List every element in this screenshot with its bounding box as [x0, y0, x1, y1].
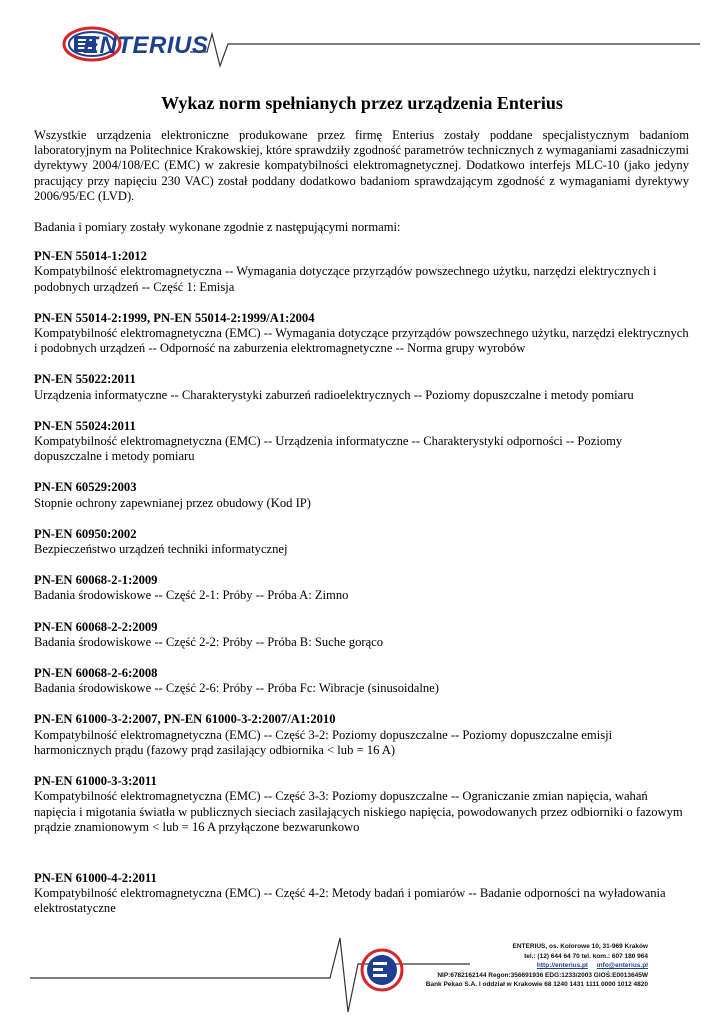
norm-description: Kompatybilność elektromagnetyczna -- Wymagania dotyczące przyrządów powszechnego użytku, narzędzi elektrycznych i podobnych urządzeń -- Część 1: Emisja — [34, 264, 657, 294]
document-body — [34, 128, 689, 933]
norm-code: PN-EN 61000-4-2:2011 — [34, 870, 157, 885]
footer-registry: NIP:6782162144 Regon:356691936 EDG:1233/2003 GIOŚ:E0013645W — [437, 971, 648, 979]
norm-code: PN-EN 55014-1:2012 — [34, 249, 147, 264]
norm-entry — [34, 527, 689, 557]
lead-paragraph: Badania i pomiary zostały wykonane zgodnie z następującymi normami: — [34, 220, 401, 235]
norm-description: Badania środowiskowe -- Część 2-1: Próby -- Próba A: Zimno — [34, 588, 349, 603]
footer-contact — [426, 942, 648, 990]
norm-code: PN-EN 55024:2011 — [34, 418, 136, 433]
norm-entry — [34, 712, 689, 758]
footer-company: ENTERIUS, os. Kolorowe 10, 31-969 Kraków — [512, 943, 648, 950]
norm-entry — [34, 573, 689, 603]
norm-entry — [34, 249, 689, 295]
norm-description: Stopnie ochrony zapewnianej przez obudowy (Kod IP) — [34, 495, 311, 510]
norm-description: Kompatybilność elektromagnetyczna (EMC) -- Część 3-3: Poziomy dopuszczalne -- Ograniczanie zmian napięcia, wahań napięcia i migotania światła w publicznych sieciach zasilających niskiego napięcia, powodowanych przez odbiorniki o fazowym prądzie znamionowym < lub = 16 A przyłączone bezwarunkowo — [34, 789, 683, 834]
footer-links — [426, 961, 648, 971]
norm-code: PN-EN 61000-3-2:2007, PN-EN 61000-3-2:2007/A1:2010 — [34, 712, 336, 727]
norm-description: Badania środowiskowe -- Część 2-2: Próby -- Próba B: Suche gorąco — [34, 634, 384, 649]
intro-paragraph: Wszystkie urządzenia elektroniczne produkowane przez firmę Enterius zostały poddane specjalistycznym badaniom laboratoryjnym na Politechnice Krakowskiej, które sprawdziły zgodność parametrów technicznych z wymaganiami zasadniczymi dyrektywy 2004/108/EC (EMC) w zakresie kompatybilności elektromagnetycznej. Dodatkowo interfejs MLC-10 (jako jedyny pracujący przy napięciu 230 VAC) został poddany dodatkowo badaniom sprawdzającym zgodność z wymaganiami dyrektywy 2006/95/EC (LVD). — [34, 128, 689, 203]
norm-entry — [34, 871, 689, 917]
footer-website-link[interactable]: http://enterius.pl — [536, 962, 588, 970]
norm-code: PN-EN 60068-2-6:2008 — [34, 666, 158, 681]
norm-entry — [34, 311, 689, 357]
footer-phones: tel.: (12) 644 64 70 tel. kom.: 607 180 964 — [524, 952, 648, 960]
norm-description: Kompatybilność elektromagnetyczna (EMC) -- Część 3-2: Poziomy dopuszczalne -- Poziomy dopuszczalne emisji harmonicznych prądu (fazowy prąd zasilający odbiornika < lub = 16 A) — [34, 727, 613, 757]
footer-email-link[interactable]: info@enterius.pl — [596, 962, 648, 970]
norm-code: PN-EN 55022:2011 — [34, 372, 136, 387]
footer-pulse-line — [30, 938, 470, 1012]
norm-code: PN-EN 61000-3-3:2011 — [34, 774, 157, 789]
footer-logo-emblem — [362, 950, 402, 990]
norm-code: PN-EN 60068-2-2:2009 — [34, 619, 158, 634]
norm-description: Bezpieczeństwo urządzeń techniki informatycznej — [34, 542, 288, 557]
norm-description: Kompatybilność elektromagnetyczna (EMC) -- Urządzenia informatyczne -- Charakterystyki odporności -- Poziomy dopuszczalne i metody pomiaru — [34, 434, 623, 464]
norm-entry — [34, 480, 689, 510]
norm-code: PN-EN 60068-2-1:2009 — [34, 573, 158, 588]
header-pulse-line — [190, 34, 700, 66]
norm-code: PN-EN 60950:2002 — [34, 526, 137, 541]
norm-description: Kompatybilność elektromagnetyczna (EMC) -- Część 4-2: Metody badań i pomiarów -- Badanie odporności na wyładowania elektrostatyczne — [34, 886, 666, 916]
logo-text: ENTERIUS — [83, 32, 209, 59]
norm-entry — [34, 620, 689, 650]
norm-description: Urządzenia informatyczne -- Charakterystyki zaburzeń radioelektrycznych -- Poziomy dopuszczalne i metody pomiaru — [34, 387, 634, 402]
norm-code: PN-EN 55014-2:1999, PN-EN 55014-2:1999/A1:2004 — [34, 310, 315, 325]
norm-entry — [34, 774, 689, 835]
footer-bank: Bank Pekao S.A. I oddział w Krakowie 68 1240 1431 1111 0000 1012 4820 — [425, 981, 648, 989]
norm-entry — [34, 419, 689, 465]
norm-entry — [34, 372, 689, 402]
norm-description: Kompatybilność elektromagnetyczna (EMC) -- Wymagania dotyczące przyrządów powszechnego użytku, narzędzi elektrycznych i podobnych urządzeń -- Odporność na zaburzenia elektromagnetyczne -- Norma grupy wyrobów — [34, 326, 689, 356]
page-header — [0, 0, 724, 80]
norm-code: PN-EN 60529:2003 — [34, 480, 137, 495]
norm-description: Badania środowiskowe -- Część 2-6: Próby -- Próba Fc: Wibracje (sinusoidalne) — [34, 681, 439, 696]
page-title: Wykaz norm spełnianych przez urządzenia Enterius — [161, 93, 563, 113]
norm-entry — [34, 666, 689, 696]
